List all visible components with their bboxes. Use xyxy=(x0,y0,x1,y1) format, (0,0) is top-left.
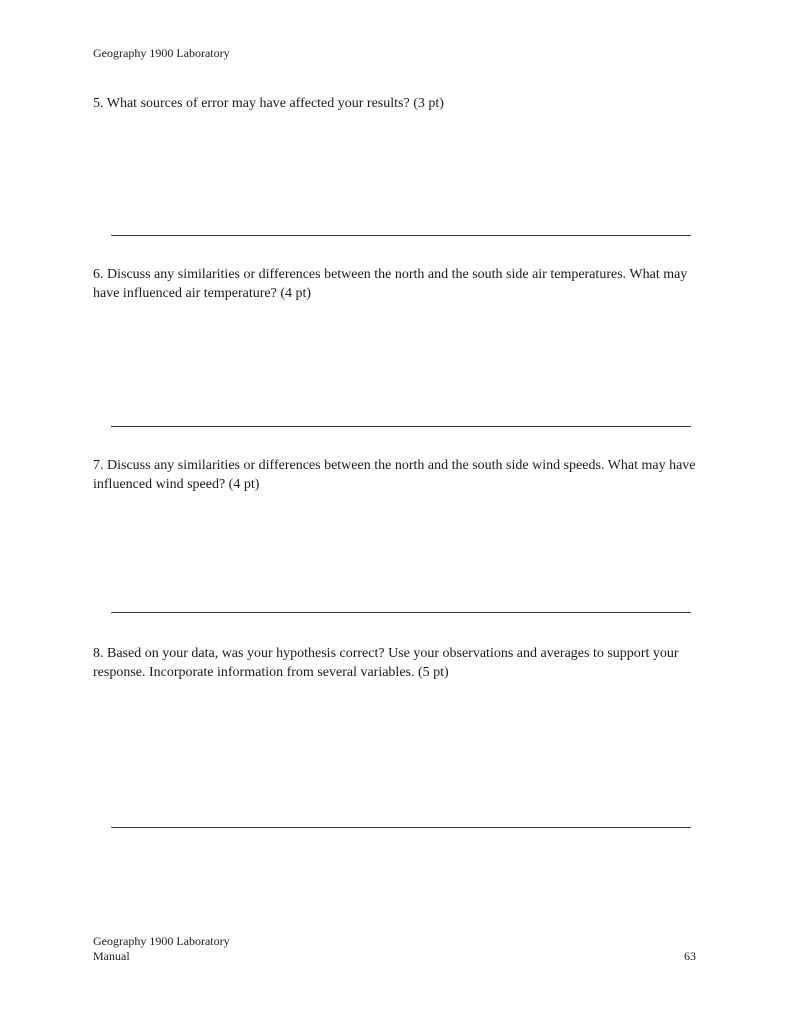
question-6: 6. Discuss any similarities or differences between the north and the south side air temperatures. What may have influenced air temperature? (4 pt) xyxy=(93,267,688,301)
question-5: 5. What sources of error may have affected your results? (3 pt) xyxy=(93,96,444,111)
footer-line-2: Manual xyxy=(93,949,130,963)
footer-line-1: Geography 1900 Laboratory xyxy=(93,934,230,948)
answer-line-7 xyxy=(111,612,691,613)
page-number: 63 xyxy=(684,949,696,963)
question-8: 8. Based on your data, was your hypothesis correct? Use your observations and averages to support your response. Incorporate information from several variables. (5 pt) xyxy=(93,646,679,680)
answer-line-6 xyxy=(111,426,691,427)
answer-line-8 xyxy=(111,827,691,828)
page-header: Geography 1900 Laboratory xyxy=(93,46,230,60)
page-footer xyxy=(93,934,230,964)
question-7: 7. Discuss any similarities or differences between the north and the south side wind speeds. What may have influenced wind speed? (4 pt) xyxy=(93,458,696,492)
answer-line-5 xyxy=(111,235,691,236)
